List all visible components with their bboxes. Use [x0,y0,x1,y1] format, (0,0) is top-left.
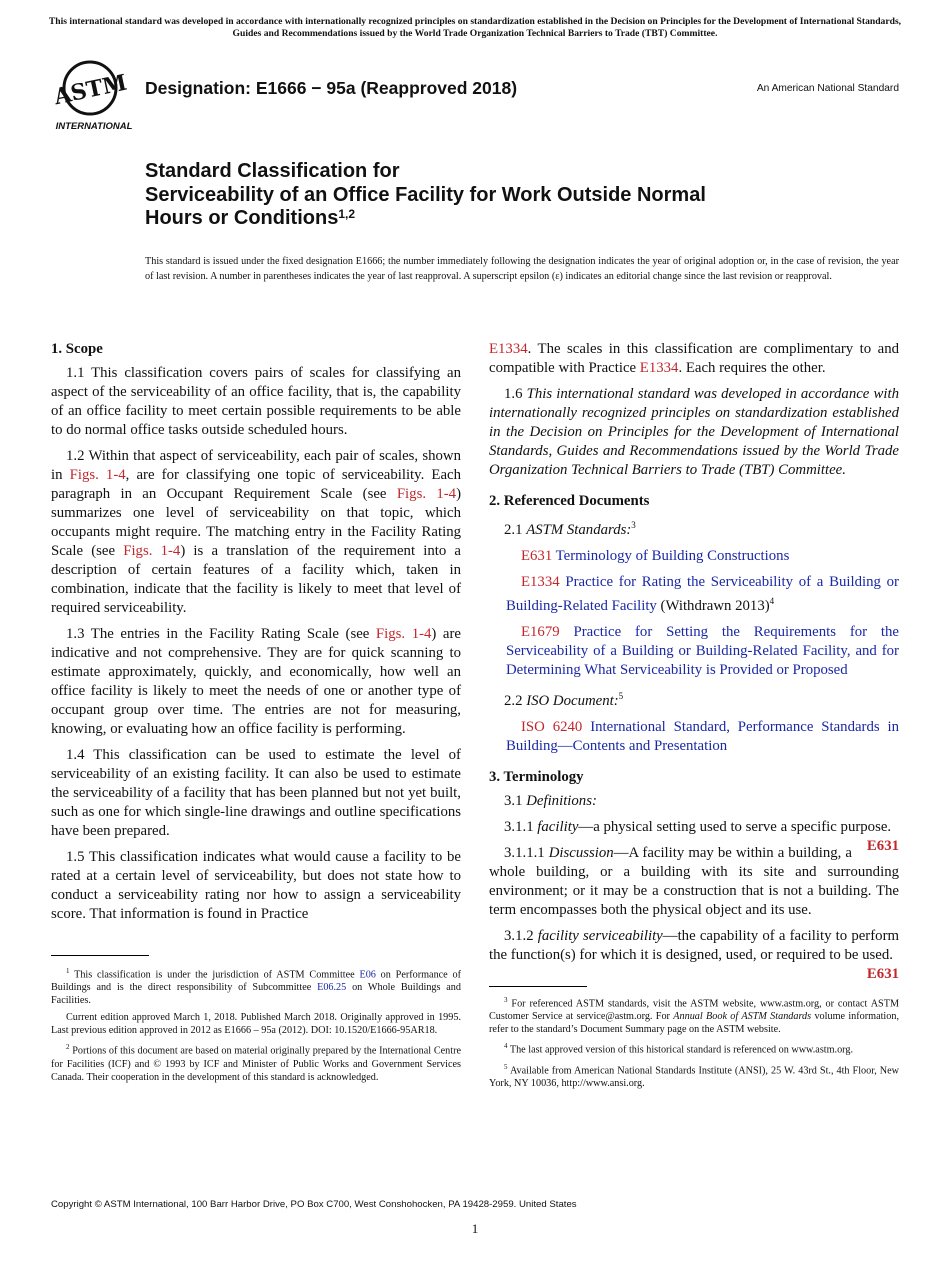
ref-title-link[interactable]: Practice for Setting the Requirements for the Serviceability of a Building or Building-Related Facility, and for Determining What Serviceability is Provided or Proposed [506,623,900,678]
refs-heading: 2. Referenced Documents [489,493,650,509]
title-footnote-ref[interactable]: 1,2 [338,207,356,221]
ref-e1679 [489,623,899,680]
ref-code-link[interactable]: E1679 [521,623,560,640]
figs-link[interactable]: Figs. 1-4 [396,486,457,502]
astm-logo-icon [52,58,136,132]
footnote-3: $^3$ For referenced ASTM standards, visit the ASTM website, www.astm.org, or contact ASTM Customer Service at service@astm.org. For Annual Book of ASTM Standards volume information, refer to the standard’s Document Summary page on the ASTM website. [489,996,899,1036]
footnote-5: $^5$ Available from American National Standards Institute (ANSI), 25 W. 43rd St., 4th Floor, New York, NY 10036, http://www.ansi.org. [489,1062,899,1090]
figs-link[interactable]: Figs. 1-4 [123,543,181,559]
footnote-divider [51,955,149,956]
term-facility-serviceability: 3.1.2 facility serviceability—the capability of a facility to perform the function(s) for which it is designed, used, or required to be used. E631 [489,927,900,982]
scope-1-4: 1.4 This classification can be used to estimate the level of serviceability of an existing facility. It can also be used to estimate the serviceability of a facility that has been planned but not yet built, such as one for which single-line drawings and outline specifications have been prepared. [51,747,461,839]
e631-tag-link[interactable]: E631 [866,837,899,854]
document-title [145,160,845,233]
footnote-4: $^4$ The last approved version of this historical standard is referenced on www.astm.org. [504,1042,854,1056]
terminology-heading: 3. Terminology [489,768,584,785]
footnotes-left [51,965,461,1088]
e1334-link[interactable]: E1334 [639,360,679,376]
ref-e1334: E1334 Practice for Rating the Serviceability of a Building or Building-Related Facility (Withdrawn 2013)$^4$ [506,573,899,614]
subcommittee-link[interactable]: E06.25 [317,982,347,994]
title-line-2: Serviceability of an Office Facility for Work Outside Normal [145,183,706,206]
designation: Designation: E1666 − 95a (Reapproved 2018) [145,78,518,98]
logo-subtext: INTERNATIONAL [55,121,133,132]
figs-link[interactable]: Figs. 1-4 [375,626,432,642]
footnote-divider [489,986,587,987]
scope-1-1: 1.1 This classification covers pairs of scales for classifying an aspect of the serviceability of an office facility, that is, the capability of an office facility to meet certain possible requirements to be able to do normal office tasks outside scheduled hours. [51,365,461,438]
edition-note: Current edition approved March 1, 2018. Published March 2018. Originally approved in 1995. Last previous edition approved in 2012 as E1666 – 95a (2012). DOI: 10.1520/E1666-95AR18. [51,1012,461,1037]
wto-notice: This international standard was developed in accordance with internationally recognized principles on standardization established in the Decision on Principles for the Development of International Standards, Guides and Recommendations issued by the World Trade Organization Technical Barriers to Trade (TBT) Committee. [48,16,902,39]
left-column [51,340,461,931]
ref-iso-6240 [489,718,899,756]
ref-title-link[interactable]: Practice for Rating the Serviceability of a Building or Building-Related Facility [506,573,899,614]
fixed-designation-note: This standard is issued under the fixed designation E1666; the number immediately following the designation indicates the year of original adoption or, in the case of revision, the year of last revision. A number in parentheses indicates the year of last reapproval. A superscript epsilon (ε) indicates an editorial change since the last revision or reapproval. [145,256,899,282]
iso-document-label: 2.2 ISO Document:$^5$ [504,690,624,709]
scope-1-6: 1.6 This international standard was developed in accordance with internationally recognized principles on standardization established in the Decision on Principles for the Development of International Standards, Guides and Recommendations issued by the World Trade Organization Technical Barriers to Trade (TBT) Committee. [489,386,899,478]
scope-1-3: 1.3 The entries in the Facility Rating Scale (see Figs. 1-4) are indicative and not comprehensive. They are for quick scanning to estimate approximately, quickly, and economically, how well an office facility is likely to meet the needs of one or another type of occupant group over time. The entries are not for measuring, knowing, or evaluating how an office facility is performing. [51,626,461,737]
e631-tag-link[interactable]: E631 [866,965,899,982]
ref-e631 [489,547,899,566]
ref-title-link[interactable]: International Standard, Performance Standards in Building—Contents and Presentation [506,718,899,754]
footnotes-right [489,994,899,1094]
e1334-link[interactable]: E1334 [489,341,528,357]
ref-code-link[interactable]: E631 [521,547,553,564]
astm-standards-label: 2.1 ASTM Standards:$^3$ [504,520,636,538]
committee-link[interactable]: E06 [359,969,376,981]
footnote-1: $^1$ This classification is under the jurisdiction of ASTM Committee E06 on Performance of Buildings and is the direct responsibility of Subcommittee E06.25 on Whole Buildings and Facilities. [51,967,461,1007]
scope-heading: 1. Scope [51,341,103,357]
ref-title-link[interactable]: Terminology of Building Constructions [555,547,790,564]
footnote-2: $^2$ Portions of this document are based on material originally prepared by the International Centre for Facilities (ICF) and © 1993 by ICF and Minister of Public Works and Government Services Canada. Their cooperation in the development of this standard is acknowledged. [51,1043,461,1083]
page-number: 1 [471,1221,479,1236]
figs-link[interactable]: Figs. 1-4 [69,467,126,483]
term-facility: 3.1.1 facility—a physical setting used to serve a specific purpose. E631 [504,818,899,854]
copyright-notice: Copyright © ASTM International, 100 Barr Harbor Drive, PO Box C700, West Conshohocken, PA 19428-2959. United States [51,1199,577,1210]
scope-1-5-start: 1.5 This classification indicates what would cause a facility to be rated at a certain level of serviceability, but does not state how to conduct a serviceability rating nor how to assign a serviceability score. That information is found in Practice [51,849,461,922]
definitions-label: 3.1 Definitions: [504,792,597,809]
title-line-1: Standard Classification for [145,160,400,182]
right-column [489,340,899,984]
scope-1-2: 1.2 Within that aspect of serviceability, each pair of scales, shown in Figs. 1-4, are for classifying one topic of serviceability. Each paragraph in an Occupant Requirement Scale (see Figs. 1-4) summarizes one level of serviceability on that topic, which occupants might require. The matching entry in the Facility Rating Scale (see Figs. 1-4) is a translation of the requirement into a description of certain features of a facility which, taken in combination, indicate that the facility is likely to meet that level of required serviceability. [51,448,462,616]
ans-label: An American National Standard [756,83,899,94]
scope-1-5-cont: E1334. The scales in this classification are complimentary to and compatible with Practice E1334. Each requires the other. [489,341,899,376]
title-line-3: Hours or Conditions [145,207,339,229]
logo-text: ASTM [52,69,130,111]
ref-code-link[interactable]: E1334 [521,573,560,590]
ref-code-link[interactable]: ISO 6240 [521,718,583,735]
term-discussion: 3.1.1.1 Discussion—A facility may be within a building, a whole building, or a building with its site and surrounding environment; or it may be a construction that is not a building. The term encompasses both the physical object and its use. [489,844,899,918]
